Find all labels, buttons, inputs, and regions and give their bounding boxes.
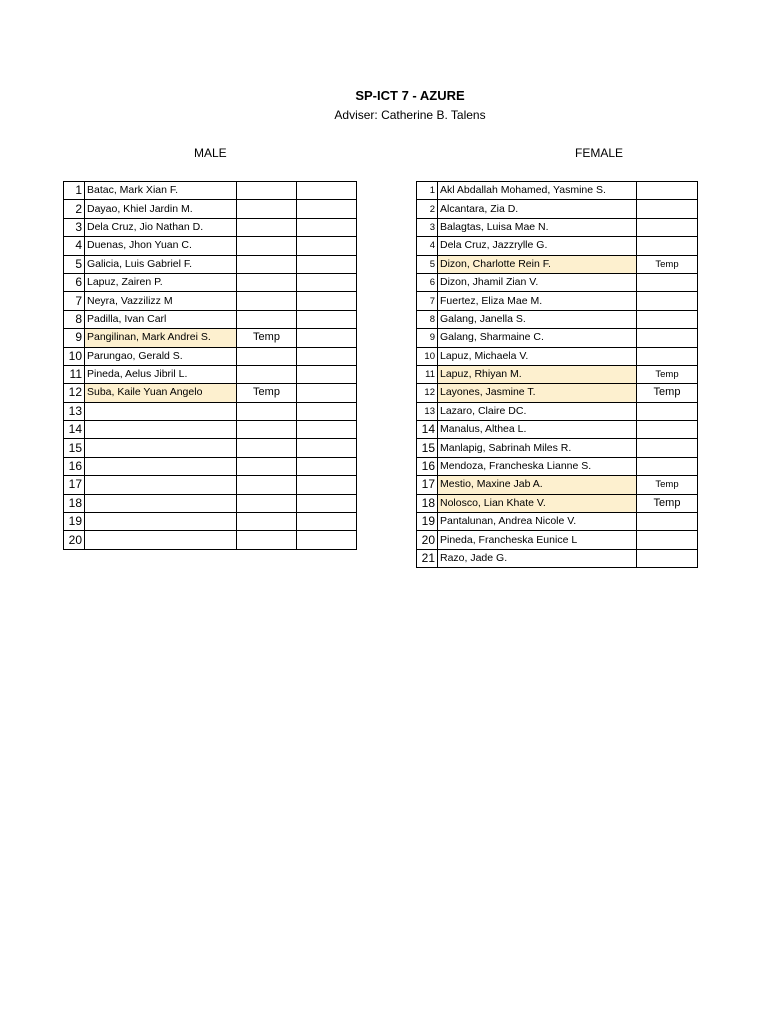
row-number: 11 bbox=[64, 365, 85, 383]
status-note bbox=[637, 531, 698, 549]
status-note bbox=[237, 273, 297, 291]
status-note bbox=[237, 513, 297, 531]
female-table-row bbox=[417, 421, 698, 439]
empty-cell bbox=[297, 531, 357, 549]
status-note bbox=[237, 531, 297, 549]
male-table-row bbox=[64, 384, 357, 402]
male-roster-table bbox=[63, 181, 357, 550]
row-number: 13 bbox=[417, 402, 438, 420]
male-table-row bbox=[64, 347, 357, 365]
row-number: 8 bbox=[417, 310, 438, 328]
row-number: 14 bbox=[64, 421, 85, 439]
male-table-row bbox=[64, 292, 357, 310]
empty-cell bbox=[297, 494, 357, 512]
empty-cell bbox=[297, 476, 357, 494]
female-table-row bbox=[417, 273, 698, 291]
status-note: Temp bbox=[637, 255, 698, 273]
status-note bbox=[637, 273, 698, 291]
student-name: Alcantara, Zia D. bbox=[438, 200, 637, 218]
row-number: 8 bbox=[64, 310, 85, 328]
male-table-row bbox=[64, 255, 357, 273]
student-name bbox=[85, 439, 237, 457]
male-section-label: MALE bbox=[194, 146, 227, 160]
student-name: Dela Cruz, Jio Nathan D. bbox=[85, 218, 237, 236]
male-table-row bbox=[64, 531, 357, 549]
male-table-row bbox=[64, 439, 357, 457]
empty-cell bbox=[297, 273, 357, 291]
student-name: Dizon, Charlotte Rein F. bbox=[438, 255, 637, 273]
male-table-row bbox=[64, 421, 357, 439]
male-table-row bbox=[64, 237, 357, 255]
empty-cell bbox=[297, 402, 357, 420]
student-name: Galang, Janella S. bbox=[438, 310, 637, 328]
row-number: 2 bbox=[417, 200, 438, 218]
female-table-row bbox=[417, 476, 698, 494]
row-number: 18 bbox=[64, 494, 85, 512]
row-number: 14 bbox=[417, 421, 438, 439]
male-table-row bbox=[64, 513, 357, 531]
male-table-row bbox=[64, 365, 357, 383]
female-table-row bbox=[417, 292, 698, 310]
female-table-row bbox=[417, 329, 698, 347]
male-table-row bbox=[64, 182, 357, 200]
status-note bbox=[237, 218, 297, 236]
status-note bbox=[637, 457, 698, 475]
empty-cell bbox=[297, 329, 357, 347]
row-number: 13 bbox=[64, 402, 85, 420]
status-note bbox=[237, 365, 297, 383]
row-number: 21 bbox=[417, 549, 438, 567]
status-note: Temp bbox=[637, 494, 698, 512]
student-name: Suba, Kaile Yuan Angelo bbox=[85, 384, 237, 402]
student-name: Duenas, Jhon Yuan C. bbox=[85, 237, 237, 255]
student-name: Pineda, Aelus Jibril L. bbox=[85, 365, 237, 383]
student-name: Dizon, Jhamil Zian V. bbox=[438, 273, 637, 291]
status-note bbox=[637, 237, 698, 255]
status-note bbox=[637, 347, 698, 365]
status-note bbox=[637, 292, 698, 310]
empty-cell bbox=[297, 182, 357, 200]
row-number: 16 bbox=[64, 457, 85, 475]
student-name bbox=[85, 476, 237, 494]
male-table-row bbox=[64, 310, 357, 328]
status-note bbox=[637, 402, 698, 420]
student-name: Lapuz, Rhiyan M. bbox=[438, 365, 637, 383]
student-name: Razo, Jade G. bbox=[438, 549, 637, 567]
student-name: Fuertez, Eliza Mae M. bbox=[438, 292, 637, 310]
row-number: 17 bbox=[64, 476, 85, 494]
male-table-row bbox=[64, 494, 357, 512]
row-number: 9 bbox=[64, 329, 85, 347]
row-number: 3 bbox=[64, 218, 85, 236]
row-number: 2 bbox=[64, 200, 85, 218]
status-note bbox=[237, 292, 297, 310]
female-table-row bbox=[417, 549, 698, 567]
row-number: 1 bbox=[417, 182, 438, 200]
student-name bbox=[85, 457, 237, 475]
empty-cell bbox=[297, 457, 357, 475]
student-name: Dayao, Khiel Jardin M. bbox=[85, 200, 237, 218]
adviser-label: Adviser: Catherine B. Talens bbox=[334, 108, 486, 122]
student-name bbox=[85, 402, 237, 420]
row-number: 12 bbox=[417, 384, 438, 402]
male-table-row bbox=[64, 329, 357, 347]
female-table-row bbox=[417, 347, 698, 365]
status-note bbox=[237, 421, 297, 439]
student-name: Lapuz, Zairen P. bbox=[85, 273, 237, 291]
row-number: 5 bbox=[64, 255, 85, 273]
row-number: 17 bbox=[417, 476, 438, 494]
female-table-row bbox=[417, 237, 698, 255]
status-note bbox=[637, 513, 698, 531]
empty-cell bbox=[297, 439, 357, 457]
status-note bbox=[637, 310, 698, 328]
female-section-label: FEMALE bbox=[575, 146, 624, 160]
male-table-row bbox=[64, 402, 357, 420]
status-note bbox=[637, 439, 698, 457]
status-note bbox=[237, 182, 297, 200]
empty-cell bbox=[297, 347, 357, 365]
status-note bbox=[637, 182, 698, 200]
student-name bbox=[85, 494, 237, 512]
row-number: 7 bbox=[64, 292, 85, 310]
status-note bbox=[237, 476, 297, 494]
row-number: 4 bbox=[417, 237, 438, 255]
student-name: Neyra, Vazzilizz M bbox=[85, 292, 237, 310]
student-name: Mendoza, Francheska Lianne S. bbox=[438, 457, 637, 475]
empty-cell bbox=[297, 200, 357, 218]
row-number: 4 bbox=[64, 237, 85, 255]
status-note bbox=[637, 200, 698, 218]
row-number: 10 bbox=[417, 347, 438, 365]
empty-cell bbox=[297, 237, 357, 255]
status-note bbox=[237, 494, 297, 512]
row-number: 5 bbox=[417, 255, 438, 273]
status-note bbox=[237, 439, 297, 457]
status-note bbox=[637, 329, 698, 347]
empty-cell bbox=[297, 365, 357, 383]
row-number: 9 bbox=[417, 329, 438, 347]
student-name: Pineda, Francheska Eunice L bbox=[438, 531, 637, 549]
male-table-row bbox=[64, 457, 357, 475]
row-number: 18 bbox=[417, 494, 438, 512]
status-note bbox=[237, 402, 297, 420]
row-number: 7 bbox=[417, 292, 438, 310]
female-table-row bbox=[417, 255, 698, 273]
female-roster-table bbox=[416, 181, 698, 568]
empty-cell bbox=[297, 255, 357, 273]
status-note: Temp bbox=[237, 329, 297, 347]
student-name bbox=[85, 531, 237, 549]
empty-cell bbox=[297, 421, 357, 439]
student-name: Mestio, Maxine Jab A. bbox=[438, 476, 637, 494]
page-title: SP-ICT 7 - AZURE bbox=[355, 88, 465, 103]
status-note bbox=[237, 310, 297, 328]
student-name: Lapuz, Michaela V. bbox=[438, 347, 637, 365]
status-note bbox=[637, 421, 698, 439]
row-number: 15 bbox=[64, 439, 85, 457]
row-number: 12 bbox=[64, 384, 85, 402]
row-number: 15 bbox=[417, 439, 438, 457]
row-number: 20 bbox=[417, 531, 438, 549]
status-note: Temp bbox=[637, 384, 698, 402]
male-table-row bbox=[64, 476, 357, 494]
empty-cell bbox=[297, 292, 357, 310]
status-note: Temp bbox=[637, 365, 698, 383]
row-number: 10 bbox=[64, 347, 85, 365]
status-note bbox=[237, 237, 297, 255]
row-number: 3 bbox=[417, 218, 438, 236]
row-number: 11 bbox=[417, 365, 438, 383]
female-table-row bbox=[417, 513, 698, 531]
status-note bbox=[237, 457, 297, 475]
student-name: Akl Abdallah Mohamed, Yasmine S. bbox=[438, 182, 637, 200]
row-number: 19 bbox=[64, 513, 85, 531]
female-table-row bbox=[417, 218, 698, 236]
female-table-row bbox=[417, 494, 698, 512]
student-name: Layones, Jasmine T. bbox=[438, 384, 637, 402]
student-name: Batac, Mark Xian F. bbox=[85, 182, 237, 200]
status-note bbox=[237, 255, 297, 273]
female-table-row bbox=[417, 365, 698, 383]
student-name bbox=[85, 513, 237, 531]
female-table-row bbox=[417, 531, 698, 549]
male-table-row bbox=[64, 273, 357, 291]
empty-cell bbox=[297, 218, 357, 236]
female-table-row bbox=[417, 182, 698, 200]
student-name: Galicia, Luis Gabriel F. bbox=[85, 255, 237, 273]
student-name: Padilla, Ivan Carl bbox=[85, 310, 237, 328]
row-number: 19 bbox=[417, 513, 438, 531]
empty-cell bbox=[297, 384, 357, 402]
female-table-row bbox=[417, 200, 698, 218]
status-note bbox=[637, 218, 698, 236]
student-name bbox=[85, 421, 237, 439]
status-note: Temp bbox=[637, 476, 698, 494]
row-number: 6 bbox=[64, 273, 85, 291]
status-note bbox=[637, 549, 698, 567]
status-note: Temp bbox=[237, 384, 297, 402]
male-table-row bbox=[64, 218, 357, 236]
student-name: Galang, Sharmaine C. bbox=[438, 329, 637, 347]
status-note bbox=[237, 200, 297, 218]
student-name: Manalus, Althea L. bbox=[438, 421, 637, 439]
male-table-row bbox=[64, 200, 357, 218]
female-table-row bbox=[417, 402, 698, 420]
female-table-row bbox=[417, 439, 698, 457]
student-name: Manlapig, Sabrinah Miles R. bbox=[438, 439, 637, 457]
student-name: Balagtas, Luisa Mae N. bbox=[438, 218, 637, 236]
row-number: 20 bbox=[64, 531, 85, 549]
student-name: Pantalunan, Andrea Nicole V. bbox=[438, 513, 637, 531]
student-name: Lazaro, Claire DC. bbox=[438, 402, 637, 420]
female-table-row bbox=[417, 384, 698, 402]
student-name: Parungao, Gerald S. bbox=[85, 347, 237, 365]
empty-cell bbox=[297, 513, 357, 531]
female-table-row bbox=[417, 310, 698, 328]
student-name: Pangilinan, Mark Andrei S. bbox=[85, 329, 237, 347]
female-table-row bbox=[417, 457, 698, 475]
status-note bbox=[237, 347, 297, 365]
empty-cell bbox=[297, 310, 357, 328]
row-number: 1 bbox=[64, 182, 85, 200]
student-name: Nolosco, Lian Khate V. bbox=[438, 494, 637, 512]
row-number: 6 bbox=[417, 273, 438, 291]
row-number: 16 bbox=[417, 457, 438, 475]
student-name: Dela Cruz, Jazzrylle G. bbox=[438, 237, 637, 255]
